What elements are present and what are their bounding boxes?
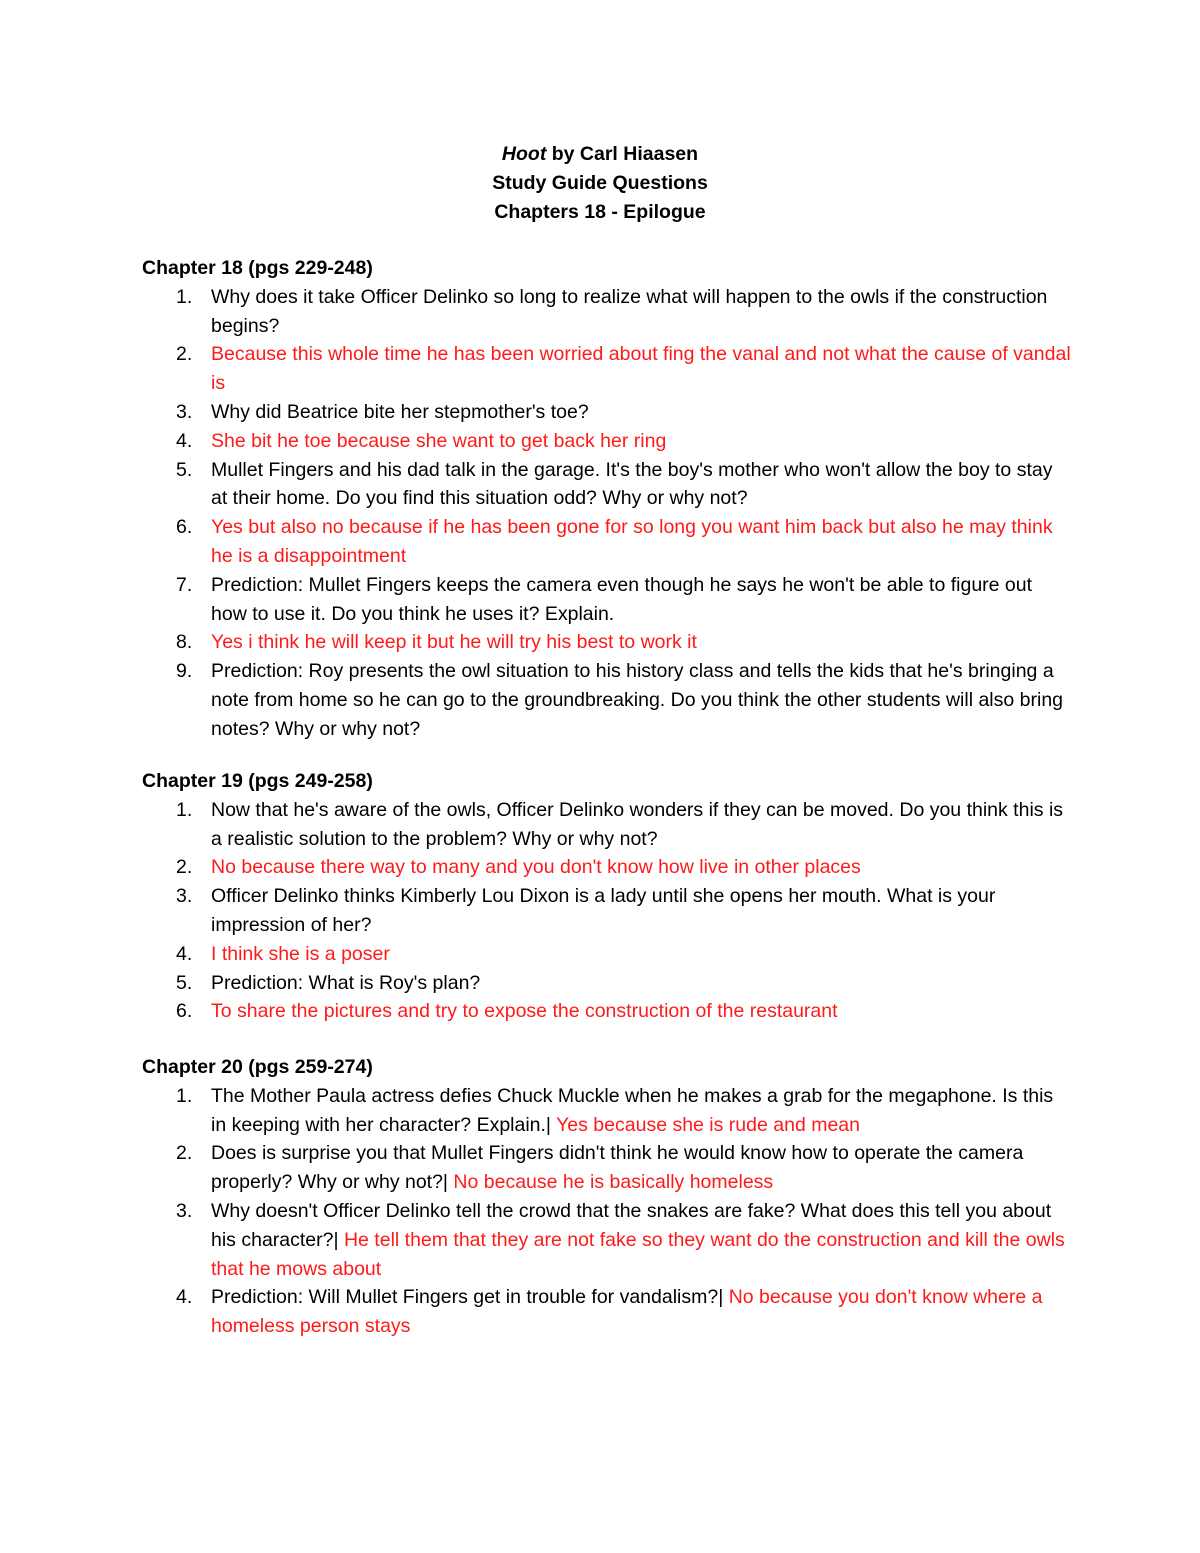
question-text: The Mother Paula actress defies Chuck Muckle when he makes a grab for the megaphone. Is this in keeping with her character? Explain.| (211, 1084, 1054, 1136)
answer-text: I think she is a poser (211, 942, 390, 965)
item-number: 1. (176, 1084, 193, 1107)
list-item (142, 456, 1072, 514)
chapter-18-section (142, 254, 1072, 744)
item-number: 2. (176, 1142, 193, 1165)
list-item (142, 997, 1072, 1026)
chapter-20-section (142, 1053, 1072, 1341)
answer-text: Yes because she is rude and mean (551, 1113, 860, 1136)
question-text: Prediction: What is Roy's plan? (211, 971, 481, 994)
question-text: Why doesn't Officer Delinko tell the crowd that the snakes are fake? What does this tell you about his character?| (211, 1199, 1052, 1251)
list-item (142, 571, 1072, 629)
question-text: Why does it take Officer Delinko so long to realize what will happen to the owls if the construction begins? (211, 285, 1048, 337)
question-list (142, 283, 1072, 744)
list-item (142, 1139, 1072, 1197)
answer-text: No because you don't know where a homeless person stays (211, 1286, 1043, 1338)
answer-text: Yes i think he will keep it but he will try his best to work it (211, 631, 697, 654)
list-item (142, 398, 1072, 427)
question-text: Prediction: Will Mullet Fingers get in trouble for vandalism?| (211, 1286, 724, 1309)
chapter-19-section (142, 767, 1072, 1026)
chapter-heading: Chapter 20 (pgs 259-274) (142, 1056, 373, 1078)
item-number: 6. (176, 1000, 193, 1023)
document-subtitle: Study Guide Questions (492, 171, 708, 194)
item-number: 6. (176, 516, 193, 539)
chapter-heading: Chapter 18 (pgs 229-248) (142, 257, 373, 279)
list-item (142, 513, 1072, 571)
list-item (142, 1197, 1072, 1283)
list-item (142, 1082, 1072, 1140)
question-text: Prediction: Roy presents the owl situation to his history class and tells the kids that he's bringing a note from home so he can go to the groundbreaking. Do you think the other students will also bring notes? Why or why not? (211, 660, 1064, 740)
chapter-heading: Chapter 19 (pgs 249-258) (142, 770, 373, 792)
list-item (142, 427, 1072, 456)
list-item (142, 940, 1072, 969)
item-number: 5. (176, 458, 193, 481)
answer-text: She bit he toe because she want to get back her ring (211, 429, 667, 452)
item-number: 8. (176, 631, 193, 654)
question-list (142, 1082, 1072, 1341)
answer-text: He tell them that they are not fake so they want do the construction and kill the owls that he mows about (211, 1228, 1065, 1280)
item-number: 2. (176, 343, 193, 366)
list-item (142, 969, 1072, 998)
question-text: Prediction: Mullet Fingers keeps the camera even though he says he won't be able to figure out how to use it. Do you think he uses it? Explain. (211, 573, 1033, 625)
chapter-range: Chapters 18 - Epilogue (494, 200, 706, 223)
item-number: 1. (176, 798, 193, 821)
answer-text: Because this whole time he has been worried about fing the vanal and not what the cause of vandal is (211, 343, 1071, 395)
question-list (142, 796, 1072, 1026)
book-title: Hoot (501, 143, 547, 165)
document-header (0, 140, 1200, 226)
book-author: by Carl Hiaasen (546, 143, 699, 165)
title-line (0, 140, 1200, 169)
list-item (142, 882, 1072, 940)
item-number: 5. (176, 971, 193, 994)
list-item (142, 628, 1072, 657)
question-text: Mullet Fingers and his dad talk in the garage. It's the boy's mother who won't allow the boy to stay at their home. Do you find this situation odd? Why or why not? (211, 458, 1053, 510)
list-item (142, 1283, 1072, 1341)
item-number: 2. (176, 856, 193, 879)
item-number: 1. (176, 285, 193, 308)
list-item (142, 283, 1072, 341)
answer-text: To share the pictures and try to expose the construction of the restaurant (211, 1000, 838, 1023)
answer-text: No because he is basically homeless (448, 1171, 774, 1194)
item-number: 3. (176, 885, 193, 908)
list-item (142, 796, 1072, 854)
question-text: Officer Delinko thinks Kimberly Lou Dixon is a lady until she opens her mouth. What is your impression of her? (211, 885, 996, 936)
item-number: 4. (176, 1286, 193, 1309)
list-item (142, 657, 1072, 743)
item-number: 3. (176, 1199, 193, 1222)
item-number: 9. (176, 660, 193, 683)
item-number: 4. (176, 429, 193, 452)
question-text: Does is surprise you that Mullet Fingers didn't think he would know how to operate the camera properly? Why or why not?| (211, 1142, 1024, 1194)
answer-text: Yes but also no because if he has been gone for so long you want him back but also he may think he is a disappointment (211, 516, 1053, 567)
answer-text: No because there way to many and you don't know how live in other places (211, 856, 861, 879)
item-number: 3. (176, 400, 193, 423)
list-item (142, 853, 1072, 882)
question-text: Now that he's aware of the owls, Officer Delinko wonders if they can be moved. Do you think this is a realistic solution to the problem? Why or why not? (211, 798, 1064, 850)
item-number: 7. (176, 573, 193, 596)
list-item (142, 340, 1072, 398)
item-number: 4. (176, 942, 193, 965)
question-text: Why did Beatrice bite her stepmother's toe? (211, 400, 589, 423)
